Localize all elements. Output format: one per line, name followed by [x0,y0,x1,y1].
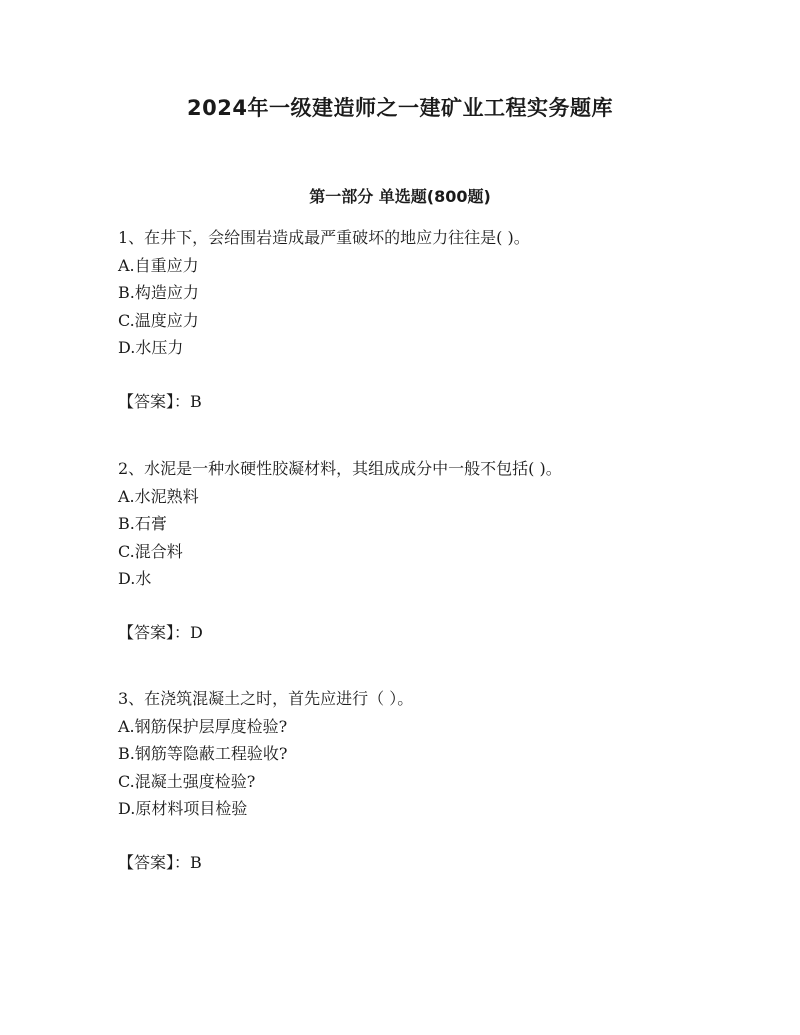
question-stem: 2、水泥是一种水硬性胶凝材料，其组成成分中一般不包括( )。 [118,459,562,478]
question-stem: 3、在浇筑混凝土之时，首先应进行（ ）。 [118,689,414,708]
option-d: D.水压力 [118,338,184,357]
question-1 [118,224,738,415]
answer-line: 【答案】：D [118,622,203,642]
option-d: D.原材料项目检验 [118,799,248,818]
question-3 [118,685,738,876]
question-stem: 1、在井下，会给围岩造成最严重破坏的地应力往往是( )。 [118,228,530,247]
option-b: B.钢筋等隐蔽工程验收? [118,744,288,763]
document-title: 2024年一级建造师之一建矿业工程实务题库 [187,96,613,120]
option-c: C.混凝土强度检验? [118,771,256,791]
answer-line: 【答案】：B [118,391,202,411]
option-b: B.构造应力 [118,283,199,302]
section-title: 第一部分 单选题(800题) [309,187,491,206]
option-d: D.水 [118,569,152,588]
question-2 [118,455,738,646]
option-a: A.钢筋保护层厚度检验? [118,716,288,736]
option-c: C.温度应力 [118,310,199,330]
option-b: B.石膏 [118,514,167,533]
option-c: C.混合料 [118,541,183,561]
option-a: A.自重应力 [118,255,199,275]
answer-line: 【答案】：B [118,852,202,872]
option-a: A.水泥熟料 [118,486,199,506]
